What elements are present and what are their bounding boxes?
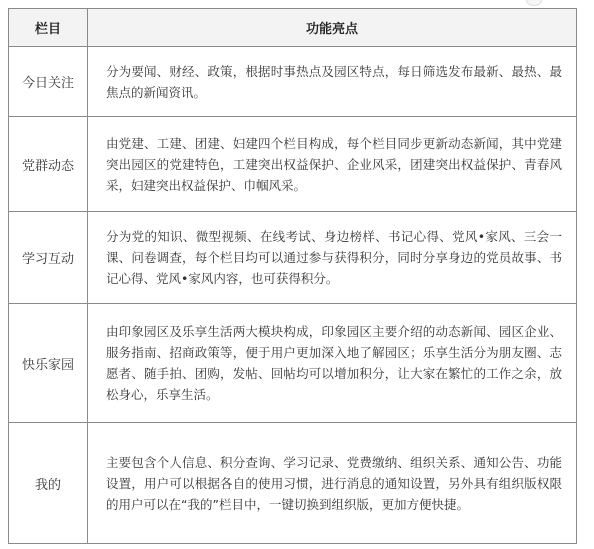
row-desc-cell: 由党建、工建、团建、妇建四个栏目构成，每个栏目同步更新动态新闻，其中党建突出园区的党建特色，工建突出权益保护、企业风采，团建突出权益保护、青春风采，妇建突出权益保护、巾帼风采。 [88,117,577,212]
table-row [9,212,577,304]
header-column-name: 栏目 [9,9,88,47]
row-name-cell: 我的 [9,423,88,544]
table-row [9,423,577,544]
row-name-cell: 快乐家园 [9,304,88,423]
row-name-cell: 学习互动 [9,212,88,304]
table-header-row [9,9,577,47]
row-desc-cell: 由印象园区及乐享生活两大模块构成，印象园区主要介绍的动态新闻、园区企业、服务指南、招商政策等，便于用户更加深入地了解园区；乐享生活分为朋友圈、志愿者、随手拍、团购，发帖、回帖均可以增加积分，让大家在繁忙的工作之余，放松身心，乐享生活。 [88,304,577,423]
row-name-cell: 党群动态 [9,117,88,212]
table-row [9,47,577,117]
header-feature-highlights: 功能亮点 [88,9,577,47]
row-desc-cell: 分为党的知识、微型视频、在线考试、身边榜样、书记心得、党风•家风、三会一课、问卷调查，每个栏目均可以通过参与获得积分，同时分享身边的党员故事、书记心得、党风•家风内容，也可获得积分。 [88,212,577,304]
feature-table [8,8,577,544]
table-row [9,304,577,423]
row-desc-cell: 分为要闻、财经、政策，根据时事热点及园区特点，每日筛选发布最新、最热、最焦点的新闻资讯。 [88,47,577,117]
row-desc-cell: 主要包含个人信息、积分查询、学习记录、党费缴纳、组织关系、通知公告、功能设置，用户可以根据各自的使用习惯，进行消息的通知设置，另外具有组织版权限的用户可以在“我的”栏目中，一键切换到组织版，更加方便快捷。 [88,423,577,544]
table-row [9,117,577,212]
row-name-cell: 今日关注 [9,47,88,117]
corner-decoration [526,0,542,6]
